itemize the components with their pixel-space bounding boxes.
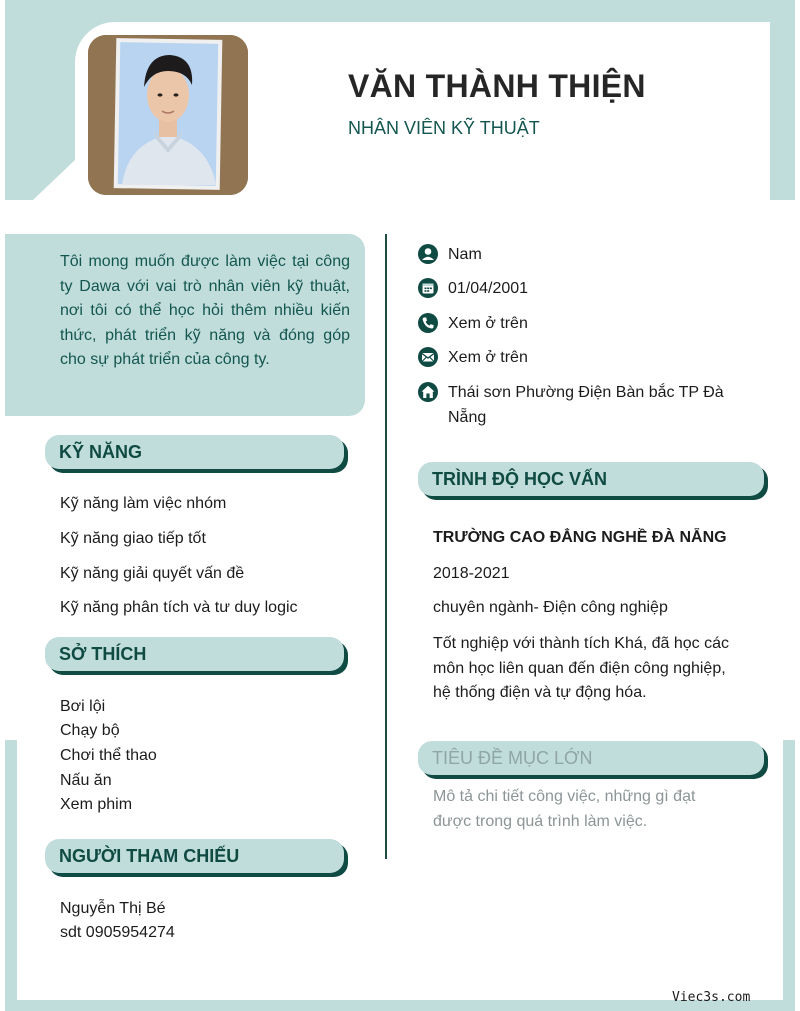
hobby-item: Chạy bộ: [60, 722, 120, 739]
section-title: KỸ NĂNG: [59, 442, 143, 462]
home-icon: [418, 382, 438, 402]
education-description: Tốt nghiệp với thành tích Khá, đã học các môn học liên quan đến điện công nghiệp, hệ thống điện và tự động hóa.: [433, 635, 730, 702]
job-title: NHÂN VIÊN KỸ THUẬT: [348, 118, 540, 138]
skill-item: Kỹ năng giao tiếp tốt: [60, 530, 206, 547]
person-icon: [418, 244, 438, 264]
column-divider: [385, 234, 387, 859]
objective-text: Tôi mong muốn được làm việc tại công ty Dawa với vai trò nhân viên kỹ thuật, nơi tôi có thể học hỏi thêm nhiều kiến thức, phát triển kỹ năng và đóng góp cho sự phát triển của công ty.: [60, 253, 350, 369]
section-header-references: [45, 839, 344, 873]
section-title: NGƯỜI THAM CHIẾU: [59, 846, 240, 866]
skill-item: Kỹ năng giải quyết vấn đề: [60, 565, 245, 582]
watermark: Viec3s.com: [672, 990, 751, 1005]
section-title: TRÌNH ĐỘ HỌC VẤN: [432, 469, 607, 489]
reference-name: Nguyễn Thị Bé: [60, 900, 166, 917]
contact-phone: Xem ở trên: [448, 315, 528, 332]
hobby-item: Nấu ăn: [60, 772, 112, 789]
section-title: TIÊU ĐỀ MỤC LỚN: [432, 748, 593, 768]
education-years: 2018-2021: [433, 565, 510, 582]
placeholder-description: Mô tả chi tiết công việc, những gì đạt được trong quá trình làm việc.: [433, 788, 696, 830]
contact-address: Thái sơn Phường Điện Bàn bắc TP Đà Nẵng: [448, 384, 724, 426]
contact-email: Xem ở trên: [448, 349, 528, 366]
skill-item: Kỹ năng làm việc nhóm: [60, 495, 227, 512]
mail-icon: [418, 347, 438, 367]
profile-photo: [88, 35, 248, 195]
section-header-hobbies: [45, 637, 344, 671]
phone-icon: [418, 313, 438, 333]
education-major: chuyên ngành- Điện công nghiệp: [433, 599, 668, 616]
candidate-name: VĂN THÀNH THIỆN: [348, 68, 646, 104]
education-school: TRƯỜNG CAO ĐẲNG NGHỀ ĐÀ NẴNG: [433, 529, 727, 546]
career-objective: [5, 234, 365, 416]
calendar-icon: [418, 278, 438, 298]
contact-dob: 01/04/2001: [448, 280, 529, 297]
hobby-item: Xem phim: [60, 796, 133, 813]
section-header-education: [418, 462, 764, 496]
section-header-skills: [45, 435, 344, 469]
reference-phone: sdt 0905954274: [60, 924, 175, 941]
skill-item: Kỹ năng phân tích và tư duy logic: [60, 599, 298, 616]
section-header-placeholder: [418, 741, 764, 775]
hobby-item: Chơi thể thao: [60, 747, 157, 764]
hobby-item: Bơi lội: [60, 698, 106, 715]
section-title: SỞ THÍCH: [59, 644, 147, 664]
contact-gender: Nam: [448, 246, 482, 263]
